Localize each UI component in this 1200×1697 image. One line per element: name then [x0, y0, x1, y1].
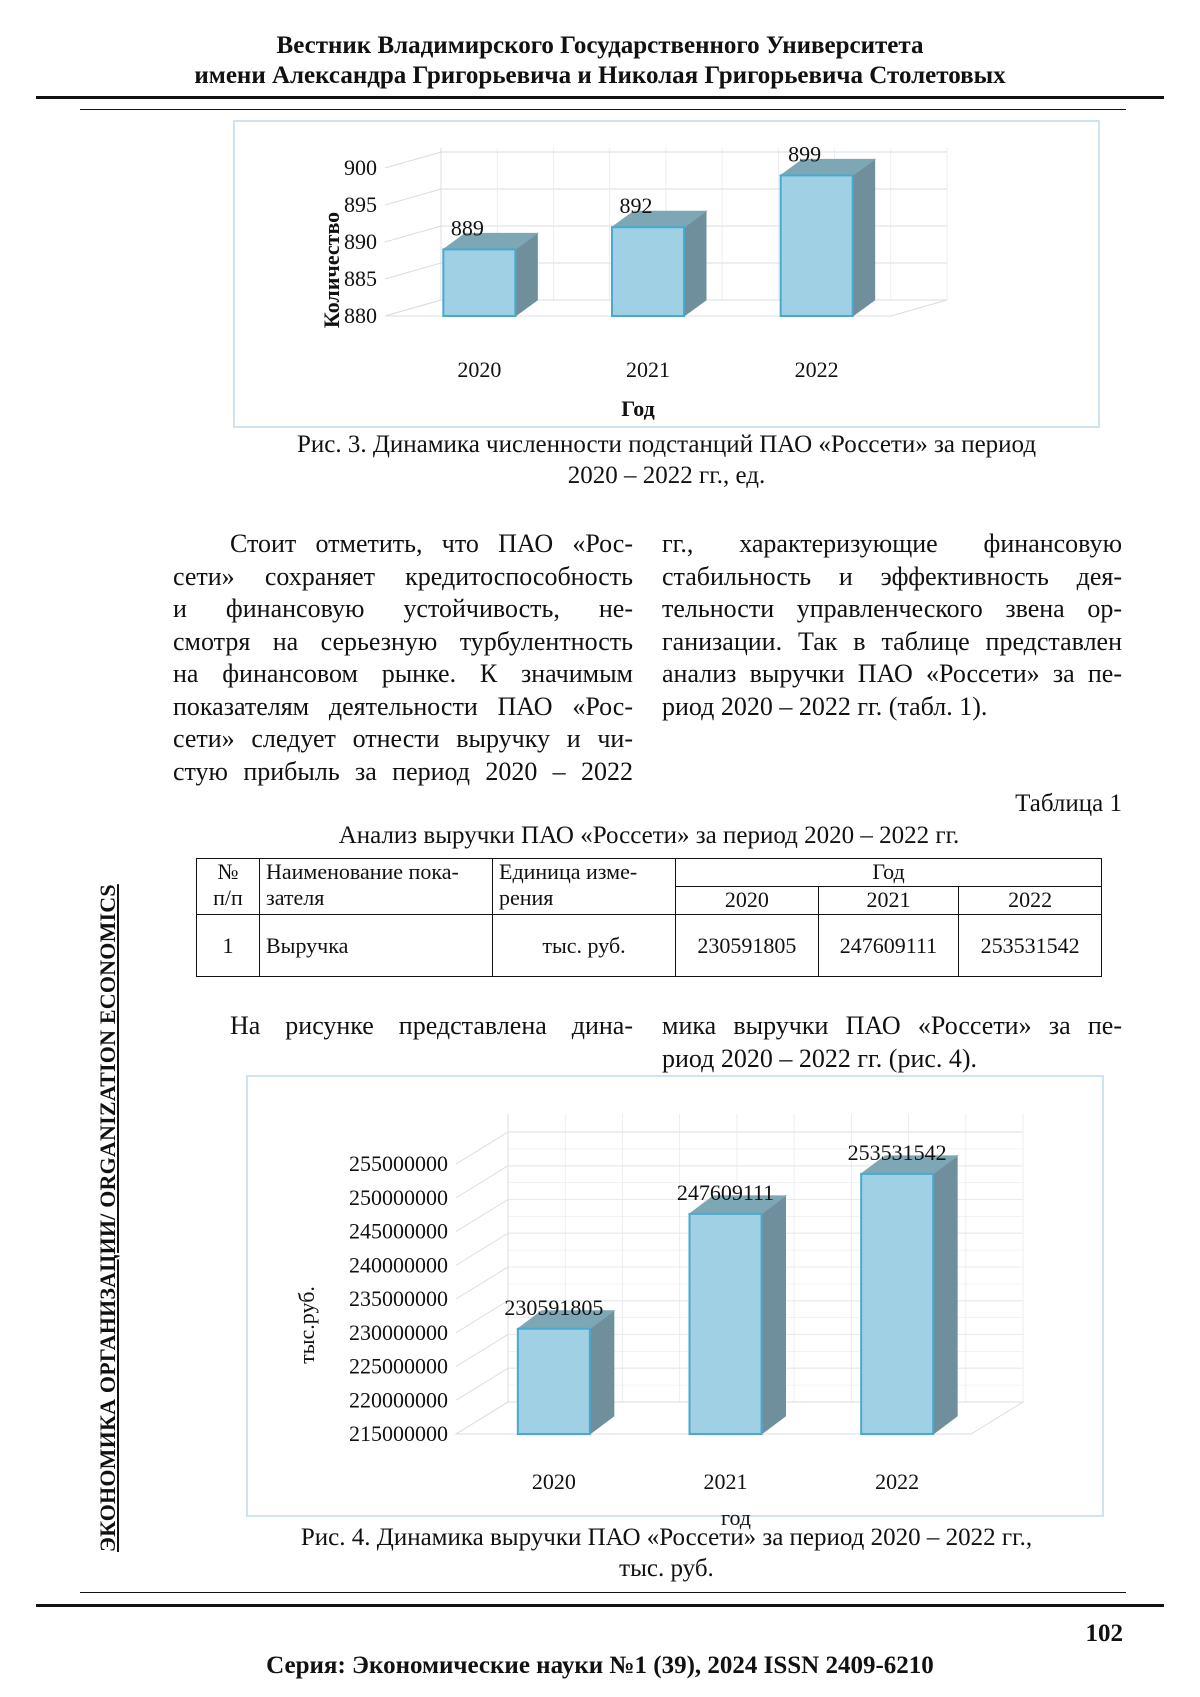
bar-2021 [612, 227, 684, 316]
y-tick-label: 255000000 [349, 1151, 448, 1176]
y-tick-label: 900 [344, 155, 377, 180]
body-text-right-line: тельности управленческого звена ор- [662, 594, 1122, 623]
y-tick-label: 890 [344, 229, 377, 254]
bar-2022 [781, 175, 853, 316]
figure-4-caption [233, 1522, 1100, 1584]
header-num [197, 859, 260, 915]
body-text-2-right [662, 1010, 1122, 1075]
x-tick-label: 2020 [457, 357, 502, 382]
body-text-right-line: стабильность и эффективность дея- [662, 561, 1122, 591]
y-tick-label: 225000000 [349, 1353, 448, 1379]
header-year-2020: 2020 [676, 887, 819, 915]
bar-side-2021 [762, 1196, 786, 1434]
body-text-left-line: смотря на серьезную турбулентность [173, 626, 633, 656]
figure-4-caption-line-1: Рис. 4. Динамика выручки ПАО «Россети» за период 2020 – 2022 гг., [300, 1524, 1033, 1551]
figure-3-caption [233, 429, 1100, 491]
header-rule-thin [80, 109, 1126, 110]
data-label-2020: 889 [450, 215, 484, 241]
row-value-2021: 247609111 [818, 915, 959, 977]
header-unit-line-1: Единица изме- [499, 859, 638, 884]
x-tick-label: 2022 [875, 1469, 920, 1494]
header-num-line-2: п/п [213, 885, 243, 910]
y-tick-label: 220000000 [349, 1387, 448, 1413]
body-text-right-line: риод 2020 – 2022 гг. (табл. 1). [662, 691, 988, 721]
body-text-right-line: ганизации. Так в таблице представлен [662, 626, 1122, 656]
body-text-2-right-line-2: риод 2020 – 2022 гг. (рис. 4). [662, 1043, 978, 1073]
body-text-left-line: на финансовом рынке. К значимым [173, 659, 633, 688]
data-label-2021: 892 [619, 193, 653, 219]
row-value-2022: 253531542 [959, 915, 1102, 977]
bar-side-2022 [853, 159, 875, 316]
figure-4-caption-line-2: тыс. руб. [619, 1555, 714, 1582]
data-label-2022: 253531542 [847, 1139, 947, 1165]
body-text-2-left-line: На рисунке представлена дина- [230, 1011, 633, 1040]
bar-2020 [443, 249, 515, 316]
header-name-line-2: зателя [266, 885, 325, 910]
body-text-left-line: сети» следует отнести выручку и чи- [173, 724, 633, 753]
figure-3-caption-line-1: Рис. 3. Динамика численности подстанций ПАО «Россети» за период [296, 431, 1037, 458]
header-name [260, 859, 493, 915]
figure-3-chart [233, 120, 1100, 428]
page-number: 102 [1085, 1620, 1123, 1647]
body-text-left-line: Стоит отметить, что ПАО «Рос- [230, 529, 633, 558]
data-label-2020: 230591805 [504, 1294, 604, 1320]
series-footer: Серия: Экономические науки №1 (39), 2024 ISSN 2409-6210 [266, 1652, 934, 1679]
x-axis-title: год [720, 1505, 752, 1530]
bar-2022 [861, 1174, 933, 1434]
table-1-label: Таблица 1 [1015, 790, 1122, 817]
body-text-left-column [173, 528, 633, 788]
data-label-2021: 247609111 [676, 1179, 775, 1205]
x-tick-label: 2022 [794, 357, 839, 382]
journal-title-line-2: имени Александра Григорьевича и Николая Григорьевича Столетовых [194, 62, 1006, 89]
table-1-title: Анализ выручки ПАО «Россети» за период 2020 – 2022 гг. [338, 822, 960, 849]
revenue-table [196, 858, 1102, 977]
figure-4-chart [246, 1075, 1104, 1530]
header-rule-thick [36, 96, 1164, 99]
header-year-2022: 2022 [959, 887, 1102, 915]
y-tick-label: 885 [344, 266, 377, 291]
row-name: Выручка [260, 915, 493, 977]
body-text-2-left [173, 1010, 633, 1043]
x-axis-title: Год [621, 396, 655, 421]
body-text-left-line: стую прибыль за период 2020 – 2022 [173, 756, 633, 786]
bar-side-2020 [590, 1311, 614, 1434]
row-unit: тыс. руб. [493, 915, 676, 977]
x-tick-label: 2021 [626, 357, 670, 382]
body-text-left-line: сети» сохраняет кредитоспособность [173, 561, 633, 591]
y-tick-label: 215000000 [349, 1421, 448, 1446]
bar-side-2021 [684, 211, 706, 316]
header-name-line-1: Наименование пока- [266, 859, 459, 884]
y-tick-label: 880 [344, 303, 377, 328]
x-tick-label: 2020 [531, 1469, 576, 1494]
body-text-left-line: и финансовую устойчивость, не- [173, 594, 633, 623]
figure-3-caption-line-2: 2020 – 2022 гг., ед. [567, 462, 766, 489]
bar-side-2022 [933, 1156, 957, 1434]
footer-rule-thin [80, 1592, 1126, 1593]
header-num-line-1: № [217, 859, 239, 884]
body-text-right-column [662, 528, 1122, 723]
journal-title-line-1: Вестник Владимирского Государственного Университета [276, 32, 924, 59]
body-text-left-line: показателям деятельности ПАО «Рос- [173, 691, 633, 721]
table-row [197, 915, 1102, 977]
y-tick-label: 250000000 [349, 1184, 448, 1210]
row-num: 1 [197, 915, 260, 977]
footer-rule-thick [36, 1604, 1164, 1607]
y-tick-label: 245000000 [349, 1218, 448, 1244]
y-tick-label: 895 [344, 192, 377, 217]
y-tick-label: 230000000 [349, 1319, 448, 1345]
y-tick-label: 235000000 [349, 1286, 448, 1311]
header-year-2021: 2021 [818, 887, 959, 915]
header-unit-line-2: рения [499, 885, 554, 910]
y-axis-title: тыс.руб. [294, 1286, 319, 1364]
body-text-right-line: анализ выручки ПАО «Россети» за пе- [662, 659, 1122, 688]
header-unit [493, 859, 676, 915]
bar-2020 [518, 1329, 590, 1434]
data-label-2022: 899 [788, 141, 822, 167]
bar-2021 [690, 1214, 762, 1434]
y-axis-title: Количество [319, 211, 344, 329]
side-section-label: ЭКОНОМИКА ОРГАНИЗАЦИИ/ ORGANIZATION ECONOMICS [95, 884, 120, 1552]
body-text-2-right-line-1: мика выручки ПАО «Россети» за пе- [662, 1011, 1122, 1040]
x-tick-label: 2021 [703, 1469, 748, 1494]
body-text-right-line: гг., характеризующие финансовую [662, 529, 1122, 558]
y-tick-label: 240000000 [349, 1252, 448, 1278]
header-year: Год [676, 859, 1102, 887]
row-value-2020: 230591805 [676, 915, 819, 977]
